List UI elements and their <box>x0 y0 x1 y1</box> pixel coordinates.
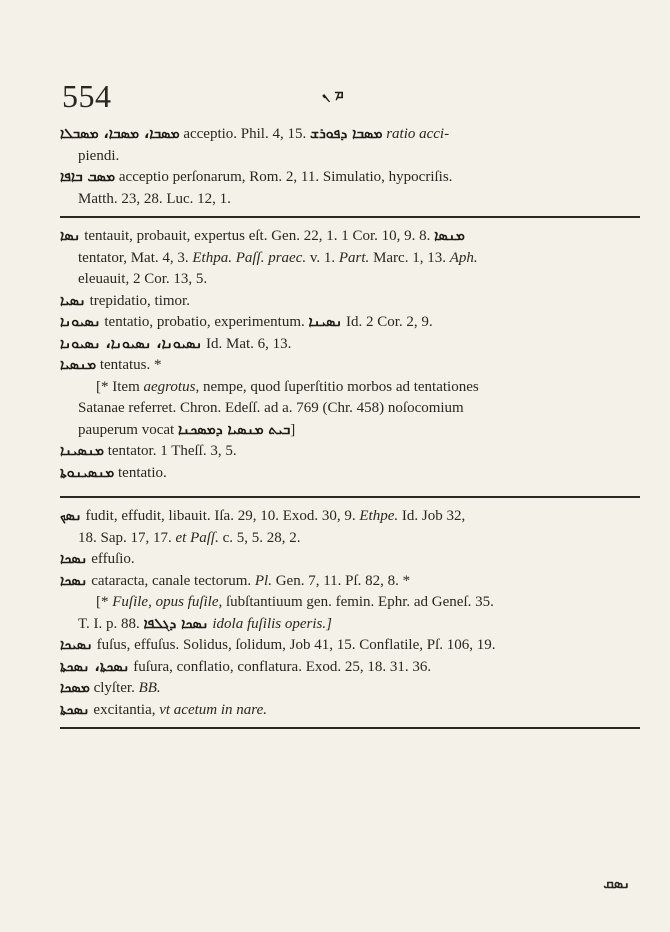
entry-text: tentator, Mat. 4, 3. <box>78 249 193 266</box>
note-text: , nempe, quod ſuperſtitio morbos ad tentationes <box>195 378 479 395</box>
catchword: ܢܣܩ <box>603 876 630 892</box>
syriac-headword: ܢܣܟܐ <box>60 572 88 589</box>
syriac-headword: ܡܢܣܝܢܘܬܐ <box>60 464 115 481</box>
entry-text: fudit, effudit, libauit. Iſa. 29, 10. Exod. 30, 9. <box>81 508 360 524</box>
entry-italic: Part. <box>338 249 370 266</box>
note-italic: Fuſile, opus fuſile, <box>112 594 223 610</box>
syriac-term: ܢܣܟܐ ܕܓܠܦܐ <box>143 615 209 632</box>
syriac-headword: ܢܣܟܐ <box>60 551 88 567</box>
syriac-term: ܒܝܬ ܡܢܣܝܐ ܕܡܣܟܢܐ <box>177 421 291 438</box>
entry-text: fuſus, effuſus. Solidus, ſolidum, Job 41, 15. Conflatile, Pſ. 106, 19. <box>92 637 496 653</box>
page-header <box>62 78 630 118</box>
entry-text: 18. Sap. 17, 17. <box>78 529 176 546</box>
entry-line <box>60 463 640 485</box>
note-text: Satanae referret. Chron. Edeſſ. ad a. 769 (Chr. 458) noſocomium <box>78 400 464 416</box>
entry-italic: Ethpa. Paſſ. praec. <box>192 249 307 266</box>
entry-text: tentatio, probatio, experimentum. <box>100 314 309 330</box>
entry-italic: vt acetum in nare. <box>159 701 267 718</box>
note-line <box>60 377 640 399</box>
entry-line <box>60 549 640 571</box>
entry-text: Matth. 23, 28. Luc. 12, 1. <box>78 190 231 207</box>
entry-italic: et Paſſ. <box>175 529 219 546</box>
entry-line <box>60 678 640 700</box>
entry-text: Gen. 7, 11. Pſ. 82, 8. * <box>271 572 411 589</box>
entry-italic: Ethpe. <box>359 508 399 524</box>
syriac-headword: ܡܣܒ ܒܐܦܐ <box>60 169 116 185</box>
entry-text: acceptio. Phil. 4, 15. <box>179 126 310 142</box>
entry-text: fuſura, conflatio, conflatura. Exod. 25, 18. 31. 36. <box>129 658 432 675</box>
entry-line <box>60 248 640 270</box>
note-line <box>60 614 640 636</box>
syriac-headword: ܡܢܣܝܐ <box>60 357 97 373</box>
entry-italic: ratio acci- <box>382 126 450 142</box>
entry-text: acceptio perſonarum, Rom. 2, 11. Simulatio, hypocriſis. <box>115 169 453 185</box>
note-italic: idola fuſilis operis.] <box>208 615 332 632</box>
syriac-term: ܡܣܒܐ ܕܦܘܪܫ <box>309 126 383 142</box>
section-divider <box>60 496 640 498</box>
entry-text: cataracta, canale tectorum. <box>87 572 255 589</box>
syriac-headword: ܢܣܟ <box>60 508 82 524</box>
syriac-headword: ܡܢܣܝܢܐ <box>60 443 104 459</box>
syriac-headword: ܢܣܝܐ <box>60 292 86 309</box>
page-number: 554 <box>62 78 112 114</box>
note-text: pauperum vocat <box>78 421 178 438</box>
note-italic: aegrotus <box>143 378 196 395</box>
note-line <box>60 420 640 442</box>
entry-text: clyſter. <box>89 680 139 696</box>
entry-line <box>60 146 640 168</box>
entry-italic: Pl. <box>254 572 272 589</box>
entry-line <box>60 355 640 377</box>
entry-line <box>60 657 640 679</box>
entry-line <box>60 167 640 189</box>
entry-text: tentatio. <box>114 464 167 481</box>
entry-text: eleuauit, 2 Cor. 13, 5. <box>78 271 208 287</box>
entry-line <box>60 312 640 334</box>
section-divider <box>60 216 640 218</box>
note-line <box>60 398 640 420</box>
entry-line <box>60 124 640 146</box>
entry-line <box>60 269 640 291</box>
entry-text: trepidatio, timor. <box>85 292 190 309</box>
note-line <box>60 592 640 614</box>
running-head: ܡ ܢ <box>322 86 344 102</box>
entry-text: Id. Mat. 6, 13. <box>202 335 292 352</box>
syriac-headword: ܢܣܐ <box>60 228 81 244</box>
syriac-headword: ܢܣܟܬܐ، ܢܣܟܬܐ <box>60 658 130 675</box>
note-text: ] <box>290 421 296 438</box>
page-bottom-rule <box>60 727 640 729</box>
note-text: ſubſtantiuum gen. femin. Ephr. ad Geneſ. 35. <box>222 594 494 610</box>
entry-line <box>60 528 640 550</box>
syriac-headword: ܢܣܟܬܐ <box>60 701 90 718</box>
entry-text: c. 5, 5. 28, 2. <box>218 529 301 546</box>
entry-text: tentator. 1 Theſſ. 3, 5. <box>103 443 237 459</box>
entry-line <box>60 700 640 722</box>
note-text: [* <box>96 594 113 610</box>
syriac-headword: ܢܣܝܟܐ <box>60 637 93 653</box>
note-text: T. I. p. 88. <box>78 615 144 632</box>
syriac-term: ܢܣܝܢܐ <box>308 314 343 330</box>
entry-italic: Aph. <box>449 249 478 266</box>
entry-line <box>60 506 640 528</box>
entry-italic: BB. <box>138 680 161 696</box>
entry-text: tentatus. * <box>96 357 162 373</box>
syriac-headword: ܡܣܒܐ، ܡܣܒܐ، ܡܣܒܠܐ <box>60 126 180 142</box>
entry-text: v. 1. <box>306 249 339 266</box>
entry-line <box>60 226 640 248</box>
entry-text: Marc. 1, 13. <box>369 249 450 266</box>
syriac-headword: ܢܣܝܘܢܐ، ܢܣܝܘܢܐ، ܢܣܝܘܢܐ <box>60 335 203 352</box>
syriac-term: ܡܢܣܐ <box>434 228 465 244</box>
entry-line <box>60 334 640 356</box>
entry-line <box>60 441 640 463</box>
entries <box>60 124 640 737</box>
entry-text: Id. 2 Cor. 2, 9. <box>342 314 433 330</box>
syriac-headword: ܡܣܟܐ <box>60 680 90 696</box>
entry-line <box>60 635 640 657</box>
note-text: [* Item <box>96 378 144 395</box>
entry-text: effuſio. <box>87 551 135 567</box>
entry-text: piendi. <box>78 147 120 164</box>
entry-line <box>60 189 640 211</box>
entry-line <box>60 571 640 593</box>
entry-text: Id. Job 32, <box>398 508 466 524</box>
entry-text: tentauit, probauit, expertus eſt. Gen. 22, 1. 1 Cor. 10, 9. 8. <box>80 228 435 244</box>
syriac-headword: ܢܣܝܘܢܐ <box>60 314 101 330</box>
entry-line <box>60 291 640 313</box>
entry-text: excitantia, <box>89 701 160 718</box>
